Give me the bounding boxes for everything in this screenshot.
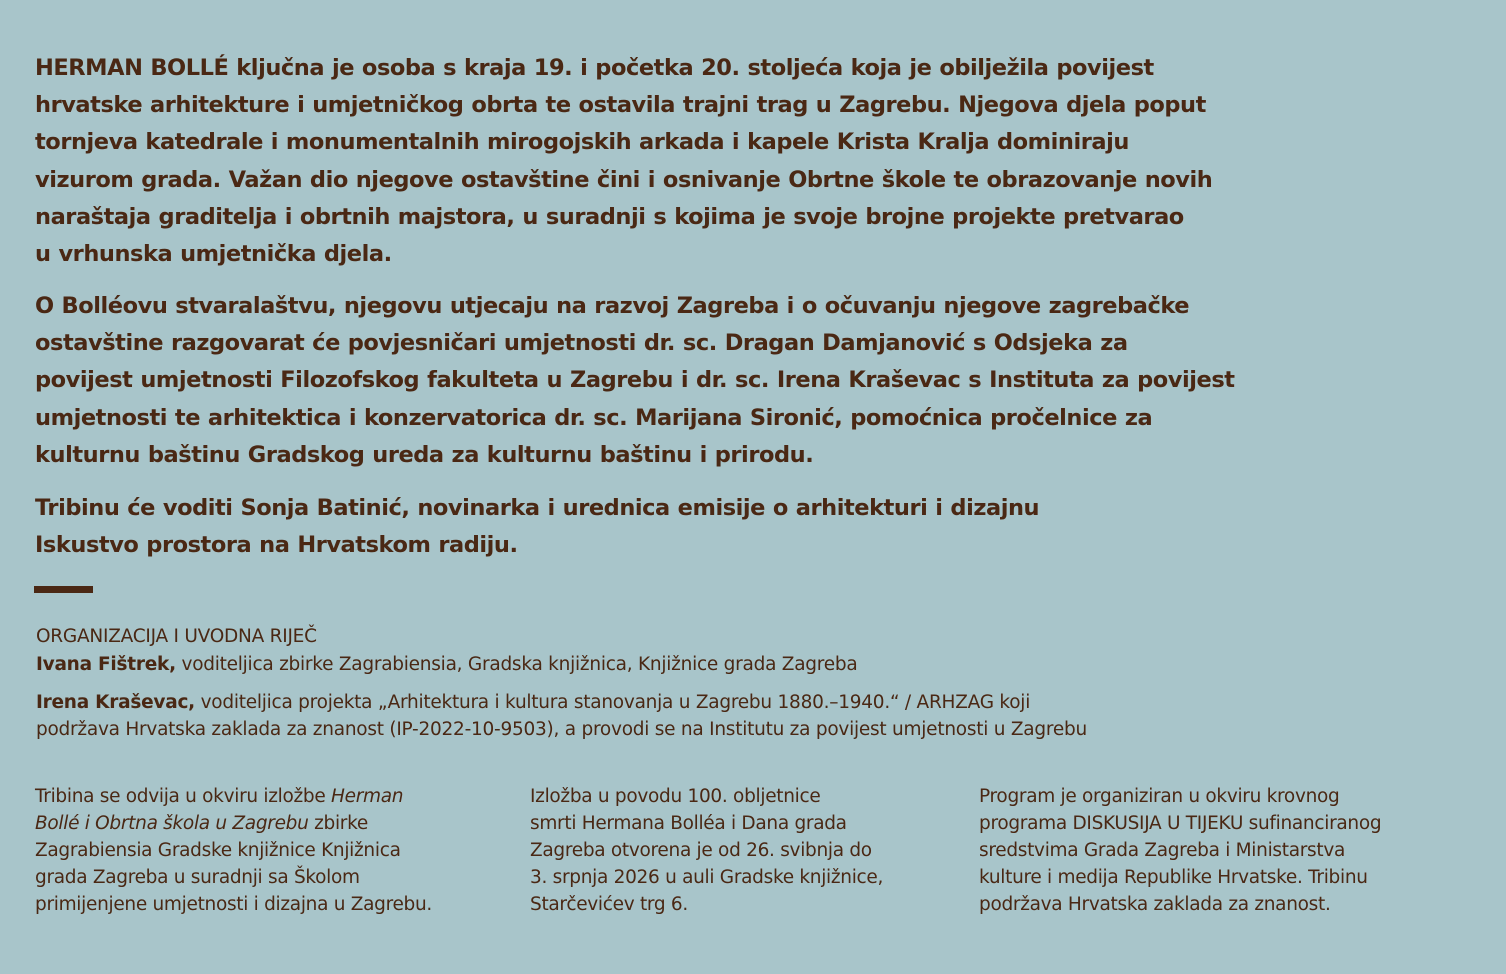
footer-exhibition-info [530, 783, 883, 918]
footer-line: programa DISKUSIJA U TIJEKU sufinanciranog [979, 813, 1382, 834]
exhibition-title: Bollé i Obrtna škola u Zagrebu [35, 813, 309, 834]
footer-line: Program je organiziran u okviru krovnog [979, 786, 1340, 807]
footer-line: sredstvima Grada Zagreba i Ministarstva [979, 840, 1346, 861]
footer-line: Zagrabiensia Gradske knjižnice Knjižnica [35, 840, 401, 861]
footer-line: Zagreba otvorena je od 26. svibnja do [530, 840, 872, 861]
intro-line: u vrhunska umjetnička djela. [35, 241, 392, 268]
footer-line [35, 810, 432, 837]
footer-line: primijenjene umjetnosti i dizajna u Zagrebu. [35, 894, 433, 915]
moderator-line: Tribinu će voditi Sonja Batinić, novinarka i urednica emisije o arhitekturi i dizajnu [35, 495, 1040, 521]
discussion-line: umjetnosti te arhitektica i konzervatorica dr. sc. Marijana Sironić, pomoćnica pročelnice za [35, 404, 1153, 431]
organizer-line [36, 651, 1236, 678]
footer-line [35, 783, 432, 810]
organizer-name: Irena Kraševac, [36, 692, 195, 713]
footer-exhibition-context [35, 783, 432, 918]
moderator-paragraph [35, 490, 1275, 564]
organizer-role: voditeljica projekta „Arhitektura i kultura stanovanja u Zagrebu 1880.–1940.“ / ARHZAG koji [194, 692, 1031, 713]
footer-line: Starčevićev trg 6. [530, 894, 688, 915]
discussion-line: povijest umjetnosti Filozofskog fakulteta u Zagrebu i dr. sc. Irena Kraševac s Instituta za povijest [35, 367, 1235, 394]
intro-line: tornjeva katedrale i monumentalnih mirogojskih arkada i kapele Krista Kralja dominiraju [35, 129, 1129, 156]
discussion-line: O Bolléovu stvaralaštvu, njegovu utjecaju na razvoj Zagreba i o očuvanju njegove zagrebačke [35, 293, 1190, 319]
exhibition-title: Herman [331, 786, 404, 807]
discussion-line: kulturnu baštinu Gradskog ureda za kulturnu baštinu i prirodu. [35, 441, 814, 468]
organization-heading [36, 623, 1236, 650]
organizer-role: voditeljica zbirke Zagrabiensia, Gradska knjižnica, Knjižnice grada Zagreba [175, 654, 858, 675]
organizer-ivana-fistrek [36, 651, 1236, 678]
footer-line: grada Zagreba u suradnji sa Školom [35, 867, 360, 888]
organizer-role-continued: podržava Hrvatska zaklada za znanost (IP-2022-10-9503), a provodi se na Institutu za povijest umjetnosti u Zagrebu [36, 719, 1087, 740]
intro-line: vizurom grada. Važan dio njegove ostavštine čini i osnivanje Obrtne škole te obrazovanje novih [35, 166, 1213, 193]
footer-line: kulture i medija Republike Hrvatske. Tribinu [979, 867, 1368, 888]
intro-paragraph [35, 50, 1275, 273]
discussion-line: ostavštine razgovarat će povjesničari umjetnosti dr. sc. Dragan Damjanović s Odsjeka za [35, 330, 1128, 357]
organizer-line [36, 689, 1236, 716]
organizer-irena-krasevac [36, 689, 1236, 743]
footer-program-info [979, 783, 1381, 918]
section-divider [34, 586, 93, 593]
intro-line: HERMAN BOLLÉ ključna je osoba s kraja 19. i početka 20. stoljeća koja je obilježila povijest [35, 55, 1154, 81]
footer-line: 3. srpnja 2026 u auli Gradske knjižnice, [530, 867, 884, 888]
footer-line: Izložba u povodu 100. obljetnice [530, 786, 821, 807]
intro-line: hrvatske arhitekture i umjetničkog obrta te ostavila trajni trag u Zagrebu. Njegova djela poput [35, 92, 1206, 119]
intro-line: naraštaja graditelja i obrtnih majstora, u suradnji s kojima je svoje brojne projekte pretvarao [35, 203, 1184, 230]
footer-text: zbirke [308, 813, 368, 834]
organizer-name: Ivana Fištrek, [36, 654, 176, 675]
footer-line: smrti Hermana Bolléa i Dana grada [530, 813, 847, 834]
discussion-paragraph [35, 288, 1275, 474]
moderator-line: Iskustvo prostora na Hrvatskom radiju. [35, 532, 518, 559]
organization-heading-text: ORGANIZACIJA I UVODNA RIJEČ [36, 626, 317, 647]
footer-text: Tribina se odvija u okviru izložbe [35, 786, 332, 807]
footer-line: podržava Hrvatska zaklada za znanost. [979, 894, 1331, 915]
